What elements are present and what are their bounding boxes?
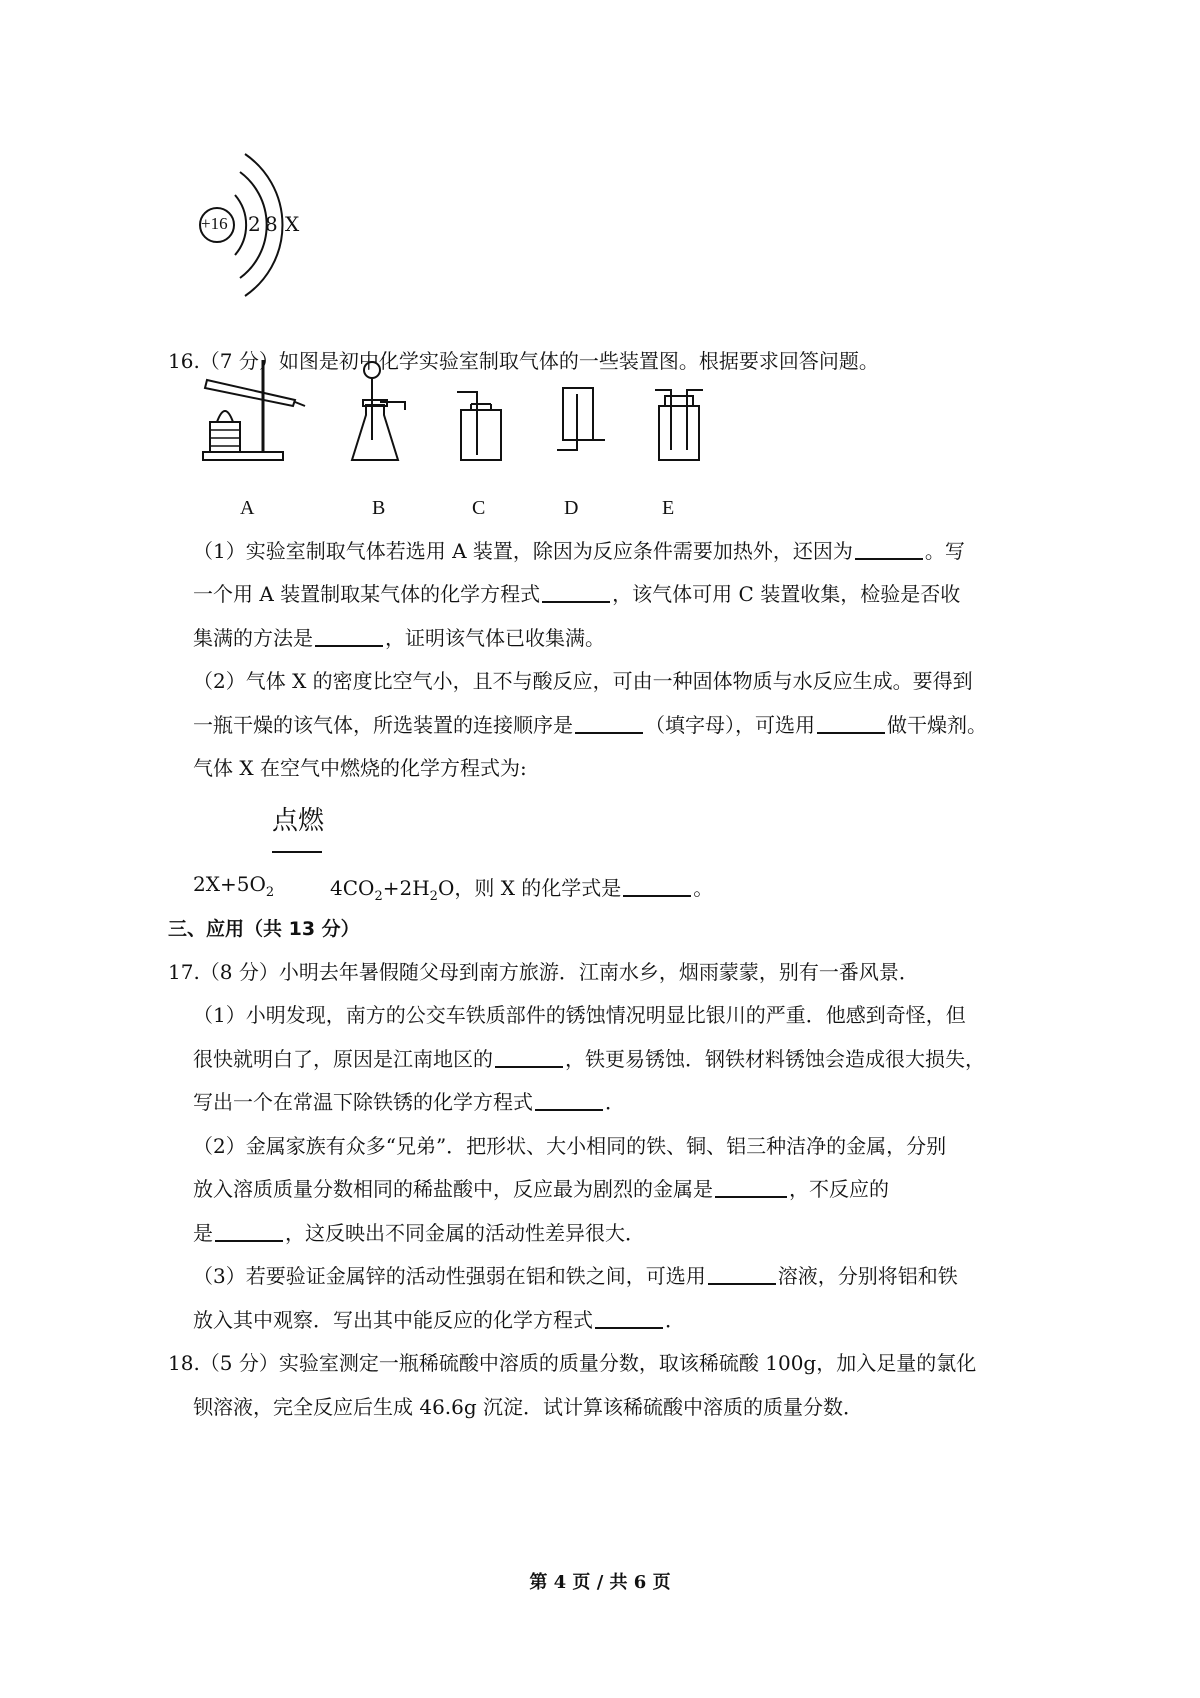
reaction-condition: 点燃 xyxy=(272,806,325,836)
q17-p3-text-c: 放入其中观察．写出其中能反应的化学方程式 xyxy=(193,1308,593,1332)
shell-3-count: X xyxy=(285,212,300,236)
q17-p3-line1 xyxy=(193,1262,958,1290)
q17-p1-line2 xyxy=(193,1045,985,1073)
answer-blank[interactable] xyxy=(715,1176,787,1198)
answer-blank[interactable] xyxy=(595,1307,663,1329)
apparatus-label-b: B xyxy=(372,497,386,519)
q17-body xyxy=(193,0,993,1400)
q16-p1-text-c: 一个用 A 装置制取某气体的化学方程式 xyxy=(193,582,541,606)
q17-p1-line3 xyxy=(193,1088,625,1116)
q16-p1-text-a: （1）实验室制取气体若选用 A 装置，除因为反应条件需要加热外，还因为 xyxy=(193,539,853,563)
q16-p1-text-f: ，证明该气体已收集满。 xyxy=(385,626,605,650)
q17-p2-line1 xyxy=(193,1132,946,1160)
q17-p2-text-c: ，不反应的 xyxy=(789,1177,889,1201)
q16-header: 16.（7 分）如图是初中化学实验室制取气体的一些装置图。根据要求回答问题。 xyxy=(168,349,879,373)
q16-p2-text-d: 做干燥剂。 xyxy=(887,713,987,737)
q17-p2-text-b: 放入溶质质量分数相同的稀盐酸中，反应最为剧烈的金属是 xyxy=(193,1177,713,1201)
q18-line1: 18.（5 分）实验室测定一瓶稀硫酸中溶质的质量分数，取该稀硫酸 100g，加入足量的氯化 xyxy=(168,1351,977,1375)
answer-blank[interactable] xyxy=(495,1046,563,1068)
q16-p2-text-c: （填字母），可选用 xyxy=(645,713,815,737)
apparatus-label-c: C xyxy=(472,497,486,519)
q17-p1-text-d: 写出一个在常温下除铁锈的化学方程式 xyxy=(193,1090,533,1114)
q17-p3-line2 xyxy=(193,1306,685,1334)
apparatus-label-d: D xyxy=(564,497,579,519)
q17-p3-text-a: （3）若要验证金属锌的活动性强弱在铝和铁之间，可选用 xyxy=(193,1264,706,1288)
q17-p3-text-d: ． xyxy=(665,1308,685,1332)
q17-p3-text-b: 溶液，分别将铝和铁 xyxy=(777,1264,958,1288)
q17-p1-text-e: ． xyxy=(605,1090,625,1114)
equation-sub: 2 xyxy=(429,889,438,904)
shell-2-count: 8 xyxy=(265,212,278,236)
shell-1-count: 2 xyxy=(248,212,261,236)
q17-p2-line2 xyxy=(193,1175,889,1203)
equation-end: 。 xyxy=(693,876,714,900)
q17-p1-text-c: ，铁更易锈蚀．钢铁材料锈蚀会造成很大损失， xyxy=(565,1047,985,1071)
equation-reactants: 2X+5O xyxy=(193,872,266,896)
q16-p2-text-a: （2）气体 X 的密度比空气小，且不与酸反应，可由一种固体物质与水反应生成。要得到 xyxy=(193,669,973,693)
equation-sub: 2 xyxy=(265,885,275,900)
q17-p2-text-d: 是 xyxy=(193,1221,213,1245)
equation-sub: 2 xyxy=(374,889,383,904)
apparatus-label-a: A xyxy=(240,497,255,519)
q17-p1-text-b: 很快就明白了，原因是江南地区的 xyxy=(193,1047,493,1071)
q18-line2: 钡溶液，完全反应后生成 46.6g 沉淀．试计算该稀硫酸中溶质的质量分数． xyxy=(193,1395,864,1419)
answer-blank[interactable] xyxy=(708,1263,776,1285)
answer-blank[interactable] xyxy=(215,1220,283,1242)
nucleus-charge: +16 xyxy=(201,214,228,233)
q16-p1-text-b: 。写 xyxy=(924,539,965,563)
q16-p2-text-b: 一瓶干燥的该气体，所选装置的连接顺序是 xyxy=(193,713,573,737)
apparatus-label-e: E xyxy=(662,497,675,519)
q16-p1-text-d: ，该气体可用 C 装置收集，检验是否收 xyxy=(612,582,961,606)
q16-p1-text-e: 集满的方法是 xyxy=(193,626,313,650)
answer-blank[interactable] xyxy=(535,1089,603,1111)
q17-p2-text-e: ，这反映出不同金属的活动性差异很大． xyxy=(285,1221,645,1245)
q17-p1-line1 xyxy=(193,1001,966,1029)
equation-product-2: +2H xyxy=(382,876,430,900)
q17-p2-text-a: （2）金属家族有众多“兄弟”．把形状、大小相同的铁、铜、铝三种洁净的金属，分别 xyxy=(193,1134,947,1158)
q16-p2-text-e: 气体 X 在空气中燃烧的化学方程式为: xyxy=(193,756,527,780)
equation-question: O，则 X 的化学式是 xyxy=(437,876,622,900)
equation-product-1: 4CO xyxy=(330,876,375,900)
page-footer: 第 4 页 / 共 6 页 xyxy=(529,1572,671,1593)
section-3-title: 三、应用（共 13 分） xyxy=(168,918,360,940)
q17-p2-line3 xyxy=(193,1219,645,1247)
q17-p1-text-a: （1）小明发现，南方的公交车铁质部件的锈蚀情况明显比银川的严重．他感到奇怪，但 xyxy=(193,1003,966,1027)
q17-header: 17.（8 分）小明去年暑假随父母到南方旅游．江南水乡，烟雨蒙蒙，别有一番风景． xyxy=(168,960,919,984)
